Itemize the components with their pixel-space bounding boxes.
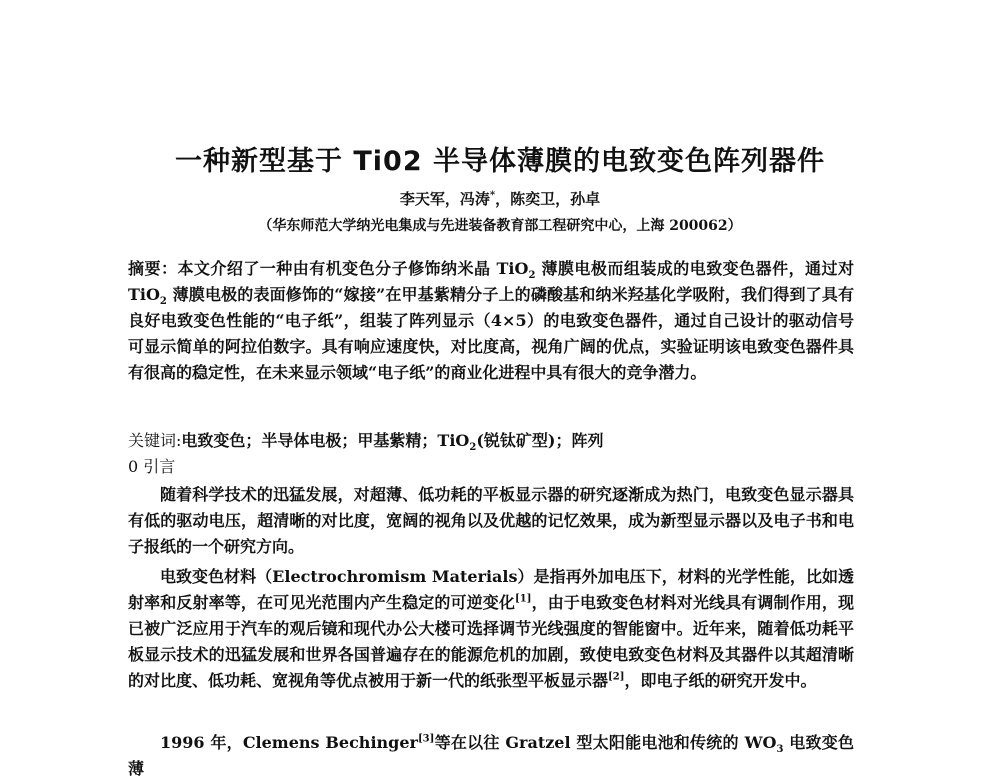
keywords bbox=[128, 428, 854, 454]
abstract-text-1: 本文介绍了一种由有机变色分子修饰纳米晶 TiO bbox=[177, 259, 529, 278]
keywords-label: 关键词: bbox=[128, 431, 182, 450]
abstract-subscript-1: 2 bbox=[528, 270, 536, 282]
keywords-subscript: 2 bbox=[469, 442, 477, 454]
paper-title: 一种新型基于 Ti02 半导体薄膜的电致变色阵列器件 bbox=[174, 146, 826, 177]
corresponding-author-mark: * bbox=[489, 190, 496, 201]
abstract-text-2: 薄膜电极而组装成的电致变色器件，通过对 TiO bbox=[128, 259, 854, 304]
paragraph-3-text-c: 电致变色薄 bbox=[128, 733, 854, 778]
abstract bbox=[128, 256, 854, 386]
keywords-text-2: (锐钛矿型)；阵列 bbox=[476, 431, 604, 450]
keywords-text-1: 电致变色；半导体电极；甲基紫精；TiO bbox=[181, 431, 470, 450]
affiliation: （华东师范大学纳光电集成与先进装备教育部工程研究中心，上海 200062） bbox=[258, 218, 742, 234]
citation-2: [2] bbox=[608, 671, 625, 683]
author-names: 李天军，冯涛 bbox=[399, 190, 490, 208]
paragraph-2-text-c: ，即电子纸的研究开发中。 bbox=[624, 671, 817, 690]
paragraph-3 bbox=[128, 730, 854, 782]
paragraph-2 bbox=[128, 564, 854, 694]
paragraph-3-text-b: 等在以往 Gratzel 型太阳能电池和传统的 WO bbox=[434, 733, 777, 752]
paragraph-3-text-a: 1996 年，Clemens Bechinger bbox=[160, 733, 418, 752]
paragraph-2-text-a: 电致变色材料（Electrochromism Materials）是指再外加电压下，材料的光学性能，比如透射率和反射率等，在可见光范围内产生稳定的可逆变化 bbox=[128, 567, 854, 612]
abstract-text-3: 薄膜电极的表面修饰的“嫁接”在甲基紫精分子上的磷酸基和纳米羟基化学吸附，我们得到了具有良好电致变色性能的“电子纸”，组装了阵列显示（4×5）的电致变色器件，通过自己设计的驱动信号可显示简单的阿拉伯数字。具有响应速度快，对比度高，视角广阔的优点，实验证明该电致变色器件具有很高的稳定性，在未来显示领域“电子纸”的商业化进程中具有很大的竞争潜力。 bbox=[128, 285, 854, 382]
abstract-label: 摘要： bbox=[128, 259, 178, 278]
paragraph-2-text-b: ，由于电致变色材料对光线具有调制作用，现已被广泛应用于汽车的观后镜和现代办公大楼可选择调节光线强度的智能窗中。近年来，随着低功耗平板显示技术的迅猛发展和世界各国普遍存在的能源危机的加剧，致使电致变色材料及其器件以其超清晰的对比度、低功耗、宽视角等优点被用于新一代的纸张型平板显示器 bbox=[128, 593, 854, 690]
citation-3: [3] bbox=[417, 733, 435, 745]
section-heading: 0 引言 bbox=[128, 457, 176, 476]
paragraph-3-subscript: 3 bbox=[776, 744, 784, 756]
author-list bbox=[0, 188, 1000, 209]
abstract-subscript-2: 2 bbox=[159, 296, 167, 308]
paragraph-1: 随着科学技术的迅猛发展，对超薄、低功耗的平板显示器的研究逐渐成为热门，电致变色显示器具有低的驱动电压，超清晰的对比度，宽阔的视角以及优越的记忆效果，成为新型显示器以及电子书和电子报纸的一个研究方向。 bbox=[128, 485, 854, 556]
author-names-rest: ，陈奕卫，孙卓 bbox=[495, 190, 601, 208]
citation-1: [1] bbox=[515, 593, 532, 605]
